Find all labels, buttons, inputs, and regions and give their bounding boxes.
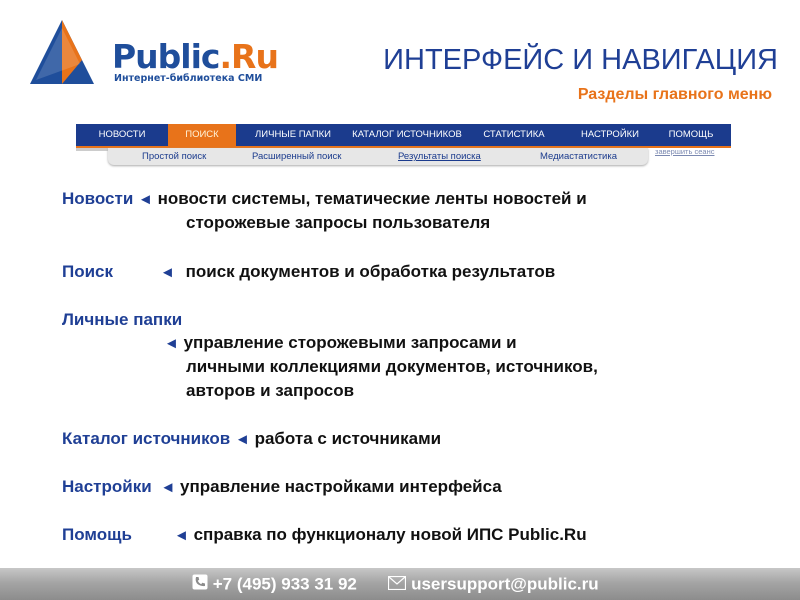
arrow-icon: ◄	[160, 479, 176, 496]
page-title: ИНТЕРФЕЙС И НАВИГАЦИЯ	[383, 44, 778, 76]
section-help	[62, 525, 132, 545]
section-description: авторов и запросов	[186, 381, 355, 400]
logo-subtitle: Интернет-библиотека СМИ	[114, 73, 263, 84]
section-term: Поиск	[62, 262, 114, 281]
section-description: управление сторожевыми запросами и	[183, 333, 517, 352]
public-ru-logo	[28, 18, 278, 88]
section-description: новости системы, тематические ленты новостей и	[157, 189, 587, 208]
menu-item-personal-folders[interactable]: ЛИЧНЫЕ ПАПКИ	[255, 129, 331, 140]
section-personal-folders	[62, 310, 182, 330]
arrow-icon: ◄	[174, 527, 189, 544]
footer-phone[interactable]: +7 (495) 933 31 92	[212, 574, 357, 594]
main-menu-bar	[76, 124, 731, 148]
arrow-icon: ◄	[138, 191, 153, 208]
section-term: Личные папки	[62, 310, 183, 329]
submenu-item-simple-search[interactable]: Простой поиск	[142, 151, 207, 162]
logout-link[interactable]: завершить сеанс	[655, 147, 715, 156]
arrow-icon: ◄	[164, 335, 179, 352]
triangle-logo-icon	[28, 18, 118, 88]
phone-icon	[192, 574, 208, 595]
menu-item-statistics[interactable]: СТАТИСТИКА	[483, 129, 545, 140]
logo-wordmark: Public.Ru	[112, 37, 278, 76]
section-news	[62, 189, 587, 210]
section-term: Новости	[62, 189, 134, 208]
section-personal-folders-line-3	[186, 381, 354, 401]
arrow-icon: ◄	[160, 264, 175, 281]
section-search-desc	[160, 262, 555, 283]
menu-item-news[interactable]: НОВОСТИ	[98, 129, 146, 140]
section-description: поиск документов и обработка результатов	[185, 262, 556, 281]
footer-bar	[0, 568, 800, 600]
footer-contacts	[192, 574, 599, 594]
submenu-item-advanced-search[interactable]: Расширенный поиск	[252, 151, 342, 162]
mail-icon	[388, 575, 406, 595]
menu-item-search[interactable]: ПОИСК	[168, 124, 236, 146]
section-settings	[62, 477, 502, 498]
section-news-line-2	[186, 213, 490, 233]
menu-shadow	[76, 148, 108, 151]
section-description: справка по функционалу новой ИПС Public.Ru	[193, 525, 587, 544]
search-submenu	[108, 148, 648, 165]
section-personal-folders-line-2	[186, 357, 598, 377]
section-personal-folders-line-1	[164, 333, 517, 354]
section-term: Каталог источников	[62, 429, 231, 448]
section-description: личными коллекциями документов, источников,	[186, 357, 598, 376]
footer-email[interactable]: usersupport@public.ru	[411, 574, 599, 594]
menu-item-help[interactable]: ПОМОЩЬ	[668, 129, 714, 140]
menu-item-sources-catalog[interactable]: КАТАЛОГ ИСТОЧНИКОВ	[352, 129, 462, 140]
page-subtitle: Разделы главного меню	[577, 86, 772, 103]
arrow-icon: ◄	[235, 431, 250, 448]
section-sources-catalog	[62, 429, 441, 450]
menu-item-settings[interactable]: НАСТРОЙКИ	[580, 129, 640, 140]
section-term: Настройки	[62, 477, 152, 496]
section-description: управление настройками интерфейса	[180, 477, 502, 496]
section-description: работа с источниками	[254, 429, 442, 448]
submenu-item-search-results[interactable]: Результаты поиска	[398, 151, 481, 162]
section-description: сторожевые запросы пользователя	[186, 213, 491, 232]
section-help-desc	[174, 525, 587, 546]
section-term: Помощь	[62, 525, 132, 544]
section-search	[62, 262, 113, 282]
submenu-item-media-statistics[interactable]: Медиастатистика	[540, 151, 618, 162]
